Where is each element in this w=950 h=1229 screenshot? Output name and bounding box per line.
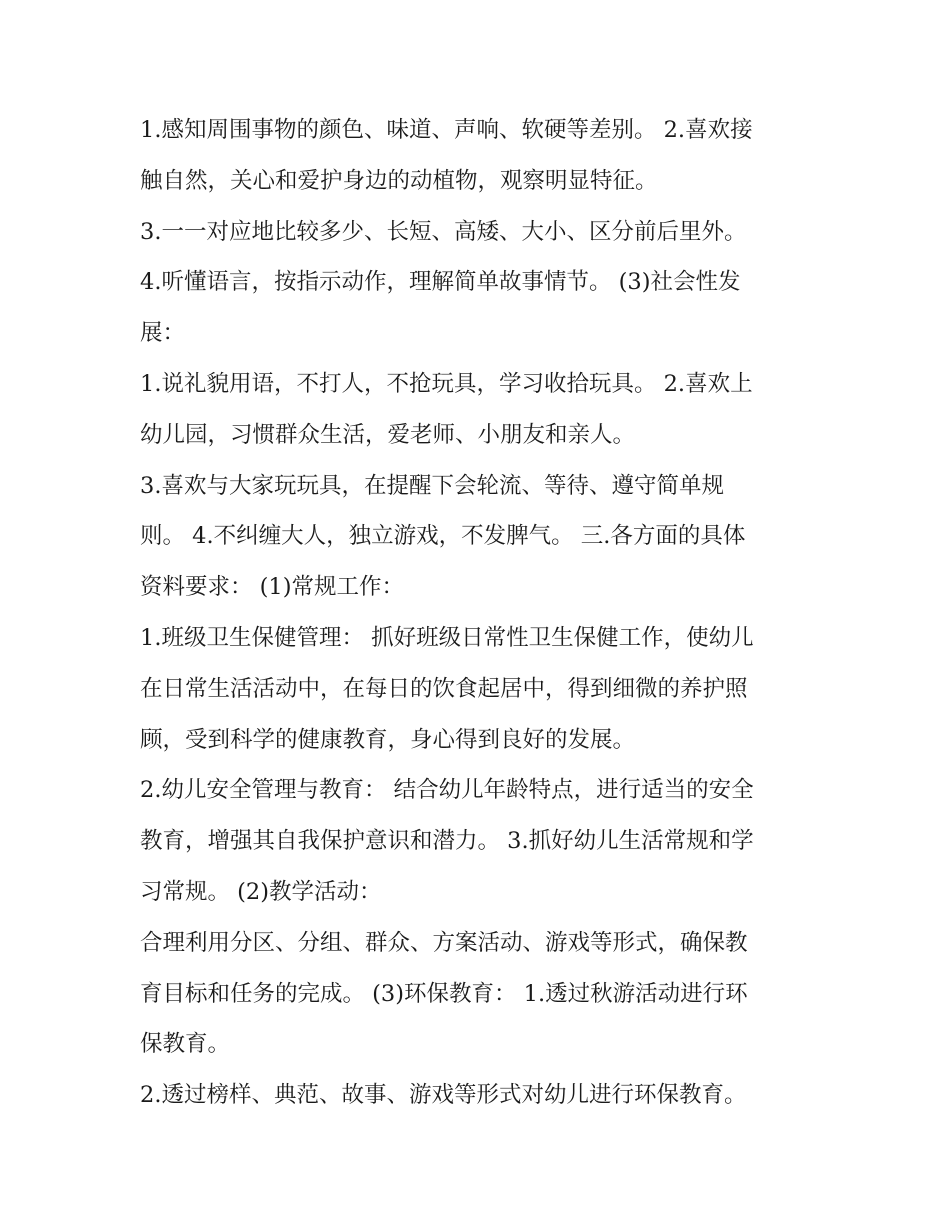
- text-line: 则。 4.不纠缠大人，独立游戏，不发脾气。 三.各方面的具体: [140, 523, 746, 550]
- text-line: 在日常生活活动中，在每日的饮食起居中，得到细微的养护照: [140, 675, 748, 702]
- text-line: 展：: [140, 320, 186, 347]
- document-body: [140, 105, 820, 1121]
- text-line: 保教育。: [140, 1031, 231, 1058]
- text-line: 1.感知周围事物的颜色、味道、声响、软硬等差别。 2.喜欢接: [140, 117, 753, 143]
- text-line: 3.一一对应地比较多少、长短、高矮、大小、区分前后里外。: [140, 218, 747, 245]
- text-line: 2.透过榜样、典范、故事、游戏等形式对幼儿进行环保教育。: [140, 1082, 747, 1109]
- text-line: 4.听懂语言，按指示动作，理解简单故事情节。 (3)社会性发: [140, 269, 741, 296]
- text-line: 习常规。 (2)教学活动：: [140, 878, 382, 905]
- text-line: 顾，受到科学的健康教育，身心得到良好的发展。: [140, 726, 636, 753]
- text-line: 教育，增强其自我保护意识和潜力。 3.抓好幼儿生活常规和学: [140, 828, 754, 855]
- text-line: 1.说礼貌用语，不打人，不抢玩具，学习收拾玩具。 2.喜欢上: [140, 370, 753, 397]
- text-line: 3.喜欢与大家玩玩具，在提醒下会轮流、等待、遵守简单规: [140, 472, 724, 499]
- text-line: 2.幼儿安全管理与教育： 结合幼儿年龄特点，进行适当的安全: [140, 777, 754, 804]
- text-line: 触自然，关心和爱护身边的动植物，观察明显特征。: [140, 167, 658, 194]
- text-line: 1.班级卫生保健管理： 抓好班级日常性卫生保健工作，使幼儿: [140, 624, 754, 651]
- text-line: 幼儿园，习惯群众生活，爱老师、小朋友和亲人。: [140, 421, 636, 448]
- text-line: 资料要求： (1)常规工作：: [140, 574, 405, 601]
- text-line: 育目标和任务的完成。 (3)环保教育： 1.透过秋游活动进行环: [140, 980, 748, 1007]
- text-line: 合理利用分区、分组、群众、方案活动、游戏等形式，确保教: [140, 929, 748, 956]
